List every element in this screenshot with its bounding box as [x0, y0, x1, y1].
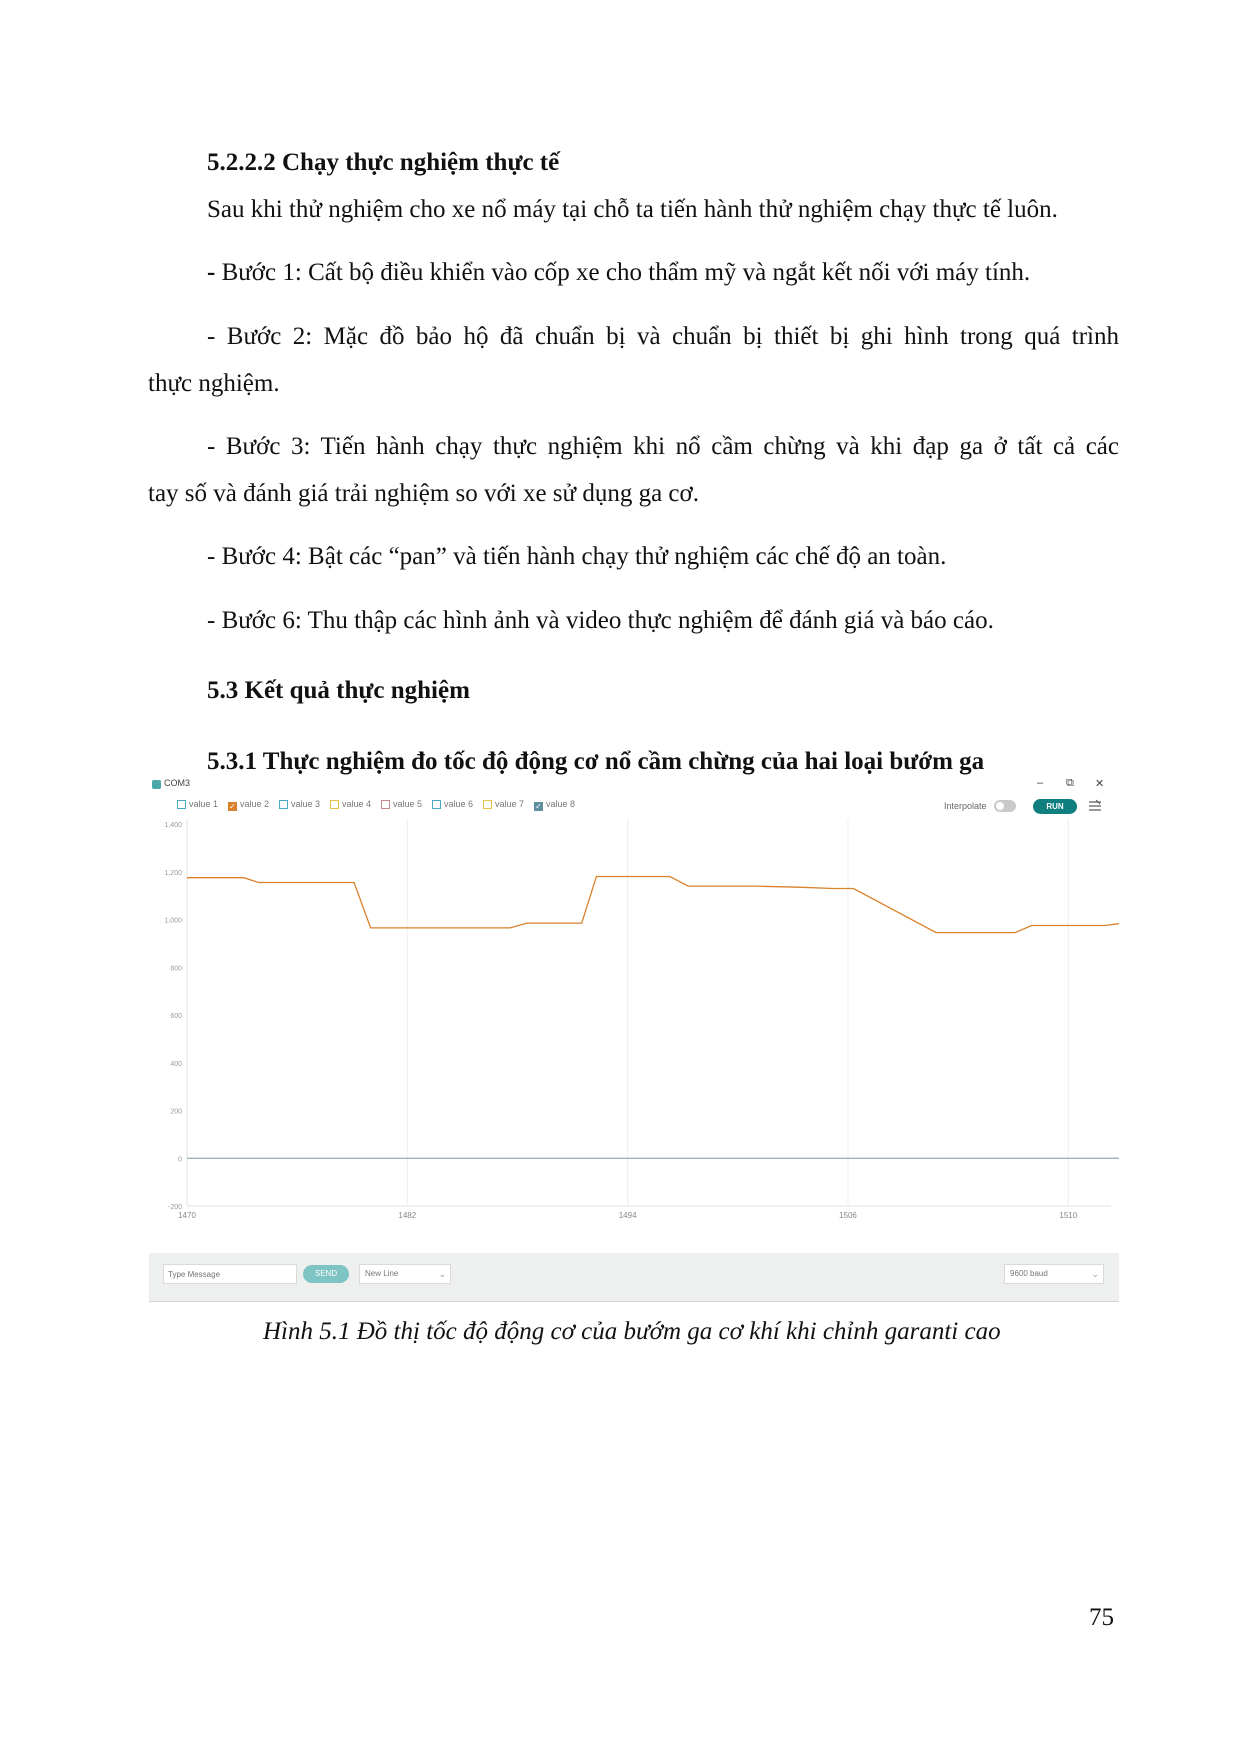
run-button[interactable]: RUN [1033, 799, 1077, 814]
minimize-icon[interactable]: – [1037, 777, 1044, 789]
y-tick-label: -200 [167, 1204, 182, 1211]
x-tick-label: 1510 [1059, 1211, 1078, 1220]
legend-item-2[interactable] [228, 799, 269, 811]
restore-icon[interactable]: ⧉ [1066, 777, 1074, 789]
page-number: 75 [1089, 1604, 1114, 1631]
legend-item-1[interactable] [177, 799, 218, 809]
step-1-dash: - [207, 259, 222, 286]
legend-item-5[interactable] [381, 799, 422, 809]
figure-caption: Hình 5.1 Đồ thị tốc độ động cơ của bướm ga cơ khí khi chỉnh garanti cao [263, 1318, 1001, 1345]
section-heading-5-3-1: 5.3.1 Thực nghiệm đo tốc độ động cơ nổ cầm chừng của hai loại bướm ga [207, 748, 985, 775]
chevron-down-icon: ⌄ [1091, 1269, 1099, 1279]
y-tick-label: 0 [178, 1156, 182, 1164]
section-heading-5-3: 5.3 Kết quả thực nghiệm [207, 677, 470, 704]
chevron-down-icon: ⌄ [438, 1269, 446, 1279]
legend-label: value 1 [189, 799, 219, 809]
checkbox-icon[interactable] [279, 800, 288, 809]
app-icon [152, 780, 161, 789]
step-1 [207, 256, 1030, 290]
baud-value: 9600 baud [1010, 1269, 1048, 1278]
legend-item-6[interactable] [432, 799, 473, 809]
y-tick-label: 600 [170, 1013, 182, 1020]
legend-label: value 8 [546, 799, 576, 809]
line-ending-select[interactable] [359, 1264, 451, 1284]
plot-area [149, 815, 1119, 1253]
x-tick-label: 1506 [839, 1211, 857, 1220]
step-2-line-2: thực nghiệm. [148, 370, 280, 397]
legend-label: value 7 [495, 799, 525, 809]
y-tick-label: 1,000 [164, 917, 182, 925]
legend-label: value 5 [393, 799, 423, 809]
legend-label: value 4 [342, 799, 372, 809]
checkbox-icon[interactable] [432, 800, 441, 809]
x-tick-label: 1482 [398, 1211, 417, 1220]
step-3-line-2: tay số và đánh giá trải nghiệm so với xe sử dụng ga cơ. [148, 480, 699, 507]
legend-item-3[interactable] [279, 799, 320, 809]
interpolate-toggle[interactable] [994, 800, 1016, 812]
checkbox-icon[interactable] [381, 800, 390, 809]
bottom-bar [149, 1253, 1119, 1301]
step-1-text: Bước 1: Cất bộ điều khiển vào cốp xe cho thẩm mỹ và ngắt kết nối với máy tính. [221, 259, 1031, 286]
checkbox-icon[interactable]: ✓ [535, 802, 542, 811]
checkbox-icon[interactable] [177, 800, 186, 809]
y-tick-label: 200 [170, 1108, 182, 1116]
title-bar [149, 775, 1119, 797]
serial-plotter-window [149, 775, 1119, 1302]
toggle-knob [996, 802, 1004, 810]
step-3-line-1: - Bước 3: Tiến hành chạy thực nghiệm khi nổ cầm chừng và khi đạp ga ở tất cả các [207, 433, 1119, 460]
send-button[interactable]: SEND [303, 1265, 349, 1283]
close-icon[interactable]: ✕ [1095, 778, 1105, 790]
legend-label: value 2 [240, 799, 270, 809]
section-heading-5-2-2-2: 5.2.2.2 Chạy thực nghiệm thực tế [207, 149, 560, 176]
checkbox-icon[interactable]: ✓ [229, 802, 236, 811]
legend-label: value 6 [444, 799, 474, 809]
interpolate-label: Interpolate [944, 801, 987, 811]
checkbox-icon[interactable] [330, 800, 339, 809]
x-tick-label: 1494 [618, 1211, 637, 1220]
y-tick-label: 1,400 [164, 822, 182, 829]
checkbox-icon[interactable] [483, 800, 492, 809]
legend-label: value 3 [291, 799, 321, 809]
legend-item-8[interactable] [534, 799, 575, 811]
y-tick-label: 1,200 [164, 869, 182, 877]
clear-menu-icon[interactable] [1088, 799, 1102, 813]
message-input[interactable] [163, 1264, 297, 1284]
window-title: COM3 [164, 778, 191, 788]
legend-item-4[interactable] [330, 799, 371, 809]
intro-paragraph: Sau khi thử nghiệm cho xe nổ máy tại chỗ ta tiến hành thử nghiệm chạy thực tế luôn. [207, 196, 1058, 223]
x-tick-label: 1470 [178, 1211, 196, 1220]
step-2-line-1: - Bước 2: Mặc đồ bảo hộ đã chuẩn bị và chuẩn bị thiết bị ghi hình trong quá trình [207, 323, 1119, 350]
step-4: - Bước 4: Bật các “pan” và tiến hành chạy thử nghiệm các chế độ an toàn. [207, 543, 947, 570]
legend-item-7[interactable] [483, 799, 524, 809]
line-ending-value: New Line [365, 1269, 399, 1278]
step-6: - Bước 6: Thu thập các hình ảnh và video thực nghiệm để đánh giá và báo cáo. [207, 607, 994, 634]
series-line-value-2 [187, 877, 1119, 933]
baud-select[interactable] [1004, 1264, 1104, 1284]
y-tick-label: 800 [170, 965, 182, 973]
y-tick-label: 400 [170, 1060, 182, 1068]
